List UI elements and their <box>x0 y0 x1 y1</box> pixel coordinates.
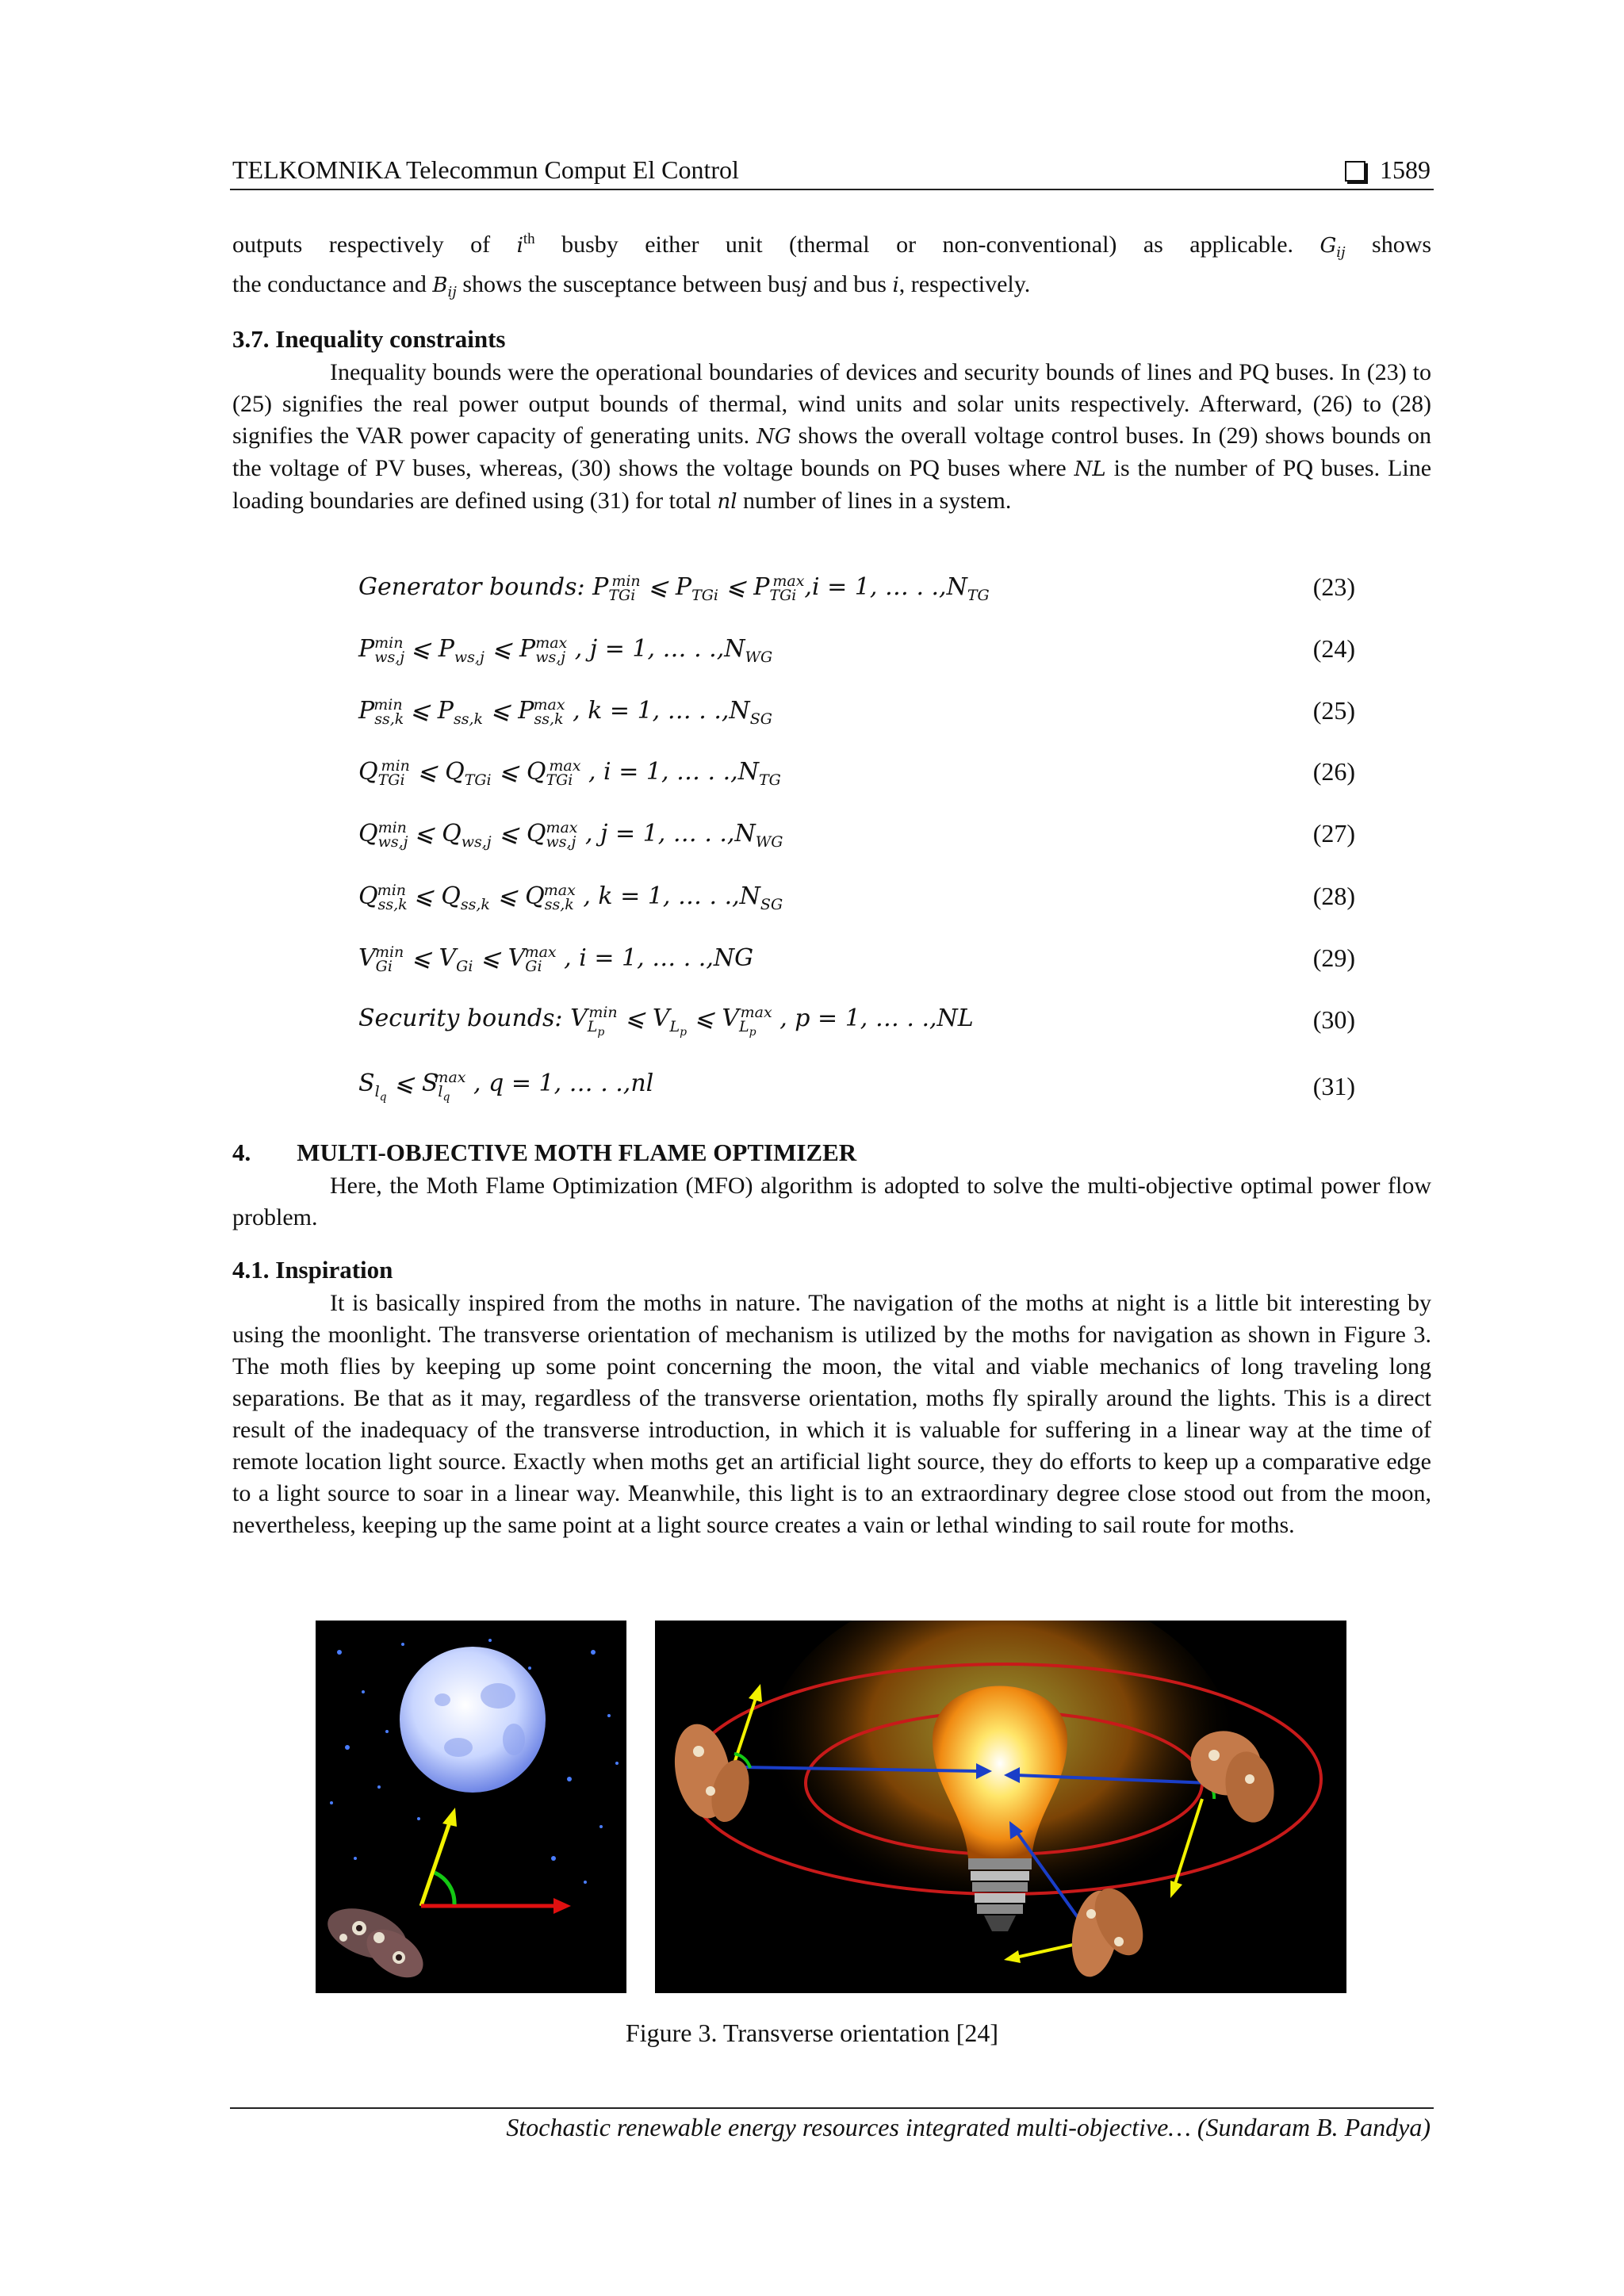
footer-rule <box>230 2107 1434 2109</box>
equation-number: (23) <box>1312 572 1355 601</box>
section-heading-3-7: 3.7. Inequality constraints <box>232 325 506 353</box>
lightbulb-moths-illustration <box>655 1621 1346 1993</box>
running-footer: Stochastic renewable energy resources integrated multi-objective… (Sundaram B. Pandya) <box>506 2113 1431 2141</box>
page-number-block <box>1345 155 1431 185</box>
equation-25: $P_{ss,k}^{min}$ ⩽ $P_{ss,k}$ ⩽ $P_{ss,k}^{max}$ , k = 1, … . $.,N_{SG}$ <box>358 696 772 728</box>
equation-29: $V_{Gi}^{min}$ ⩽ $V_{Gi}$ ⩽ $V_{Gi}^{max}$ , i = 1, … . .,NG <box>358 943 754 975</box>
equation-26: $Q_{TGi}^{min}$ ⩽ $Q_{TGi}$ ⩽ $Q_{TGi}^{max}$ , i = 1, … . $.,N_{TG}$ <box>358 757 781 789</box>
equation-28: $Q_{ss,k}^{min}$ ⩽ $Q_{ss,k}$ ⩽ $Q_{ss,k}^{max}$ , k = 1, … . $.,N_{SG}$ <box>358 882 783 913</box>
equation-number: (29) <box>1312 943 1355 972</box>
section-heading-4: 4. MULTI-OBJECTIVE MOTH FLAME OPTIMIZER <box>232 1138 857 1166</box>
equation-number: (25) <box>1312 696 1355 725</box>
header-rule <box>230 189 1434 190</box>
figure-caption: Figure 3. Transverse orientation [24] <box>625 2019 999 2047</box>
checkbox-square-icon <box>1345 161 1365 182</box>
equation-number: (26) <box>1312 757 1355 786</box>
equation-number: (27) <box>1312 819 1355 848</box>
moon-moth-illustration <box>316 1621 626 1993</box>
equation-24: $P_{ws,j}^{min}$ ⩽ $P_{ws,j}$ ⩽ $P_{ws,j}^{max}$ , j = 1, … . $.,N_{WG}$ <box>358 634 773 666</box>
equation-number: (28) <box>1312 882 1355 910</box>
intro-paragraph: outputs respectively of $i^{th}$ busby either unit (thermal or non-conventional) as applicable. $G_{ij}$ shows the conductance and $B_{ij}$ shows the susceptance between busj and bus i, respectively. <box>232 231 1432 301</box>
equation-number: (30) <box>1312 1005 1355 1034</box>
running-header: TELKOMNIKA Telecommun Comput El Control <box>232 155 739 184</box>
section-heading-4-1: 4.1. Inspiration <box>232 1256 393 1284</box>
equation-27: $Q_{ws,j}^{min}$ ⩽ $Q_{ws,j}$ ⩽ $Q_{ws,j}^{max}$ , j = 1, … . $.,N_{WG}$ <box>358 819 783 851</box>
equation-30: Security bounds: $V_{L_p}^{min}$ ⩽ $V_{L_p}$ ⩽ $V_{L_p}^{max}$ , p = 1, … . .,NL <box>358 1004 974 1039</box>
equation-31: $S_{l_q}$ ⩽ $S_{l_q}^{max}$ , q = 1, … . .,nl <box>358 1069 654 1104</box>
equation-number: (24) <box>1312 634 1355 663</box>
section-4-paragraph: Here, the Moth Flame Optimization (MFO) algorithm is adopted to solve the multi-objective optimal power flow problem. <box>232 1173 1431 1230</box>
section-4-1-paragraph: It is basically inspired from the moths in nature. The navigation of the moths at night is a little bit interesting by using the moonlight. The transverse orientation of mechanism is utilized by the moths for navigation as shown in Figure 3. The moth flies by keeping up some point concerning the moon, the vital and viable mechanics of long traveling long separations. Be that as it may, regardless of the transverse orientation, moths fly spirally around the lights. This is a direct result of the inadequacy of the transverse introduction, in which it is valuable for suffering in a linear way at the time of remote location light source. Exactly when moths get an artificial light source, they do efforts to keep up a comparative edge to a light source to soar in a linear way. Meanwhile, this light is to an extraordinary degree close stood out from the moon, nevertheless, keeping up the same point at a light source creates a vain or lethal winding to sail route for moths. <box>232 1290 1431 1538</box>
equation-23: Generator bounds: $P_{TGi}^{min}$ ⩽ $P_{TGi}$ ⩽ $P_{TGi}^{max},i = 1$, … . $.,N_{TG}$ <box>358 572 990 604</box>
section-3-7-paragraph: Inequality bounds were the operational boundaries of devices and security bounds of lines and PQ buses. In (23) to (25) signifies the real power output bounds of thermal, wind units and solar units respectively. Afterward, (26) to (28) signifies the VAR power capacity of generating units. NG shows the overall voltage control buses. In (29) shows bounds on the voltage of PV buses, whereas, (30) shows the voltage bounds on PQ buses where NL is the number of PQ buses. Line loading boundaries are defined using (31) for total nl number of lines in a system. <box>232 359 1432 514</box>
moon-icon <box>400 1647 546 1793</box>
page-number: 1589 <box>1380 155 1431 184</box>
equation-number: (31) <box>1312 1072 1355 1100</box>
